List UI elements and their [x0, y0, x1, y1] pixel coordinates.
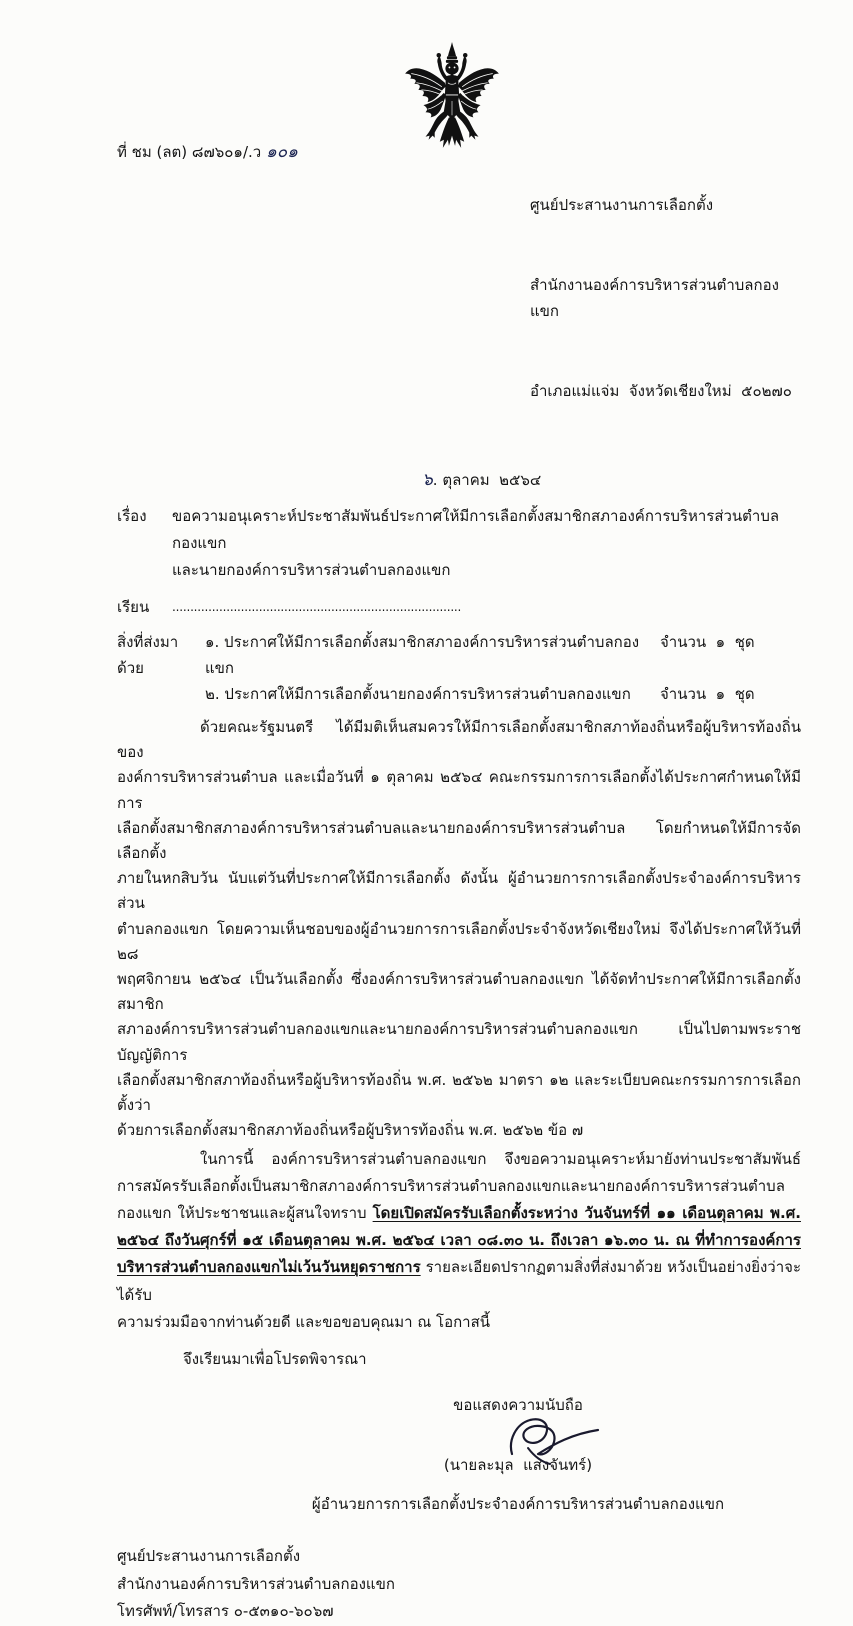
paragraph-line: ภายในหกสิบวัน นับแต่วันที่ประกาศให้มีการเลือกตั้ง ดังนั้น ผู้อำนวยการการเลือกตั้งประจำองค์การบริหารส่วน — [117, 869, 801, 913]
paragraph-line — [117, 1173, 801, 1200]
address-line: ศูนย์ประสานงานการเลือกตั้ง — [530, 196, 714, 214]
footer-line: สำนักงานองค์การบริหารส่วนตำบลกองแขก — [117, 1574, 395, 1593]
paragraph-line: สภาองค์การบริหารส่วนตำบลกองแขกและนายกองค์การบริหารส่วนตำบลกองแขก เป็นไปตามพระราชบัญญัติการ — [117, 1020, 801, 1064]
paragraph-line: ด้วยการเลือกตั้งสมาชิกสภาท้องถิ่นหรือผู้บริหารท้องถิ่น พ.ศ. ๒๕๖๒ ข้อ ๗ — [117, 1121, 584, 1140]
signatory-position: ผู้อำนวยการการเลือกตั้งประจำองค์การบริหารส่วนตำบลกองแขก — [311, 1495, 725, 1514]
letter-header — [117, 139, 801, 457]
body-paragraph-1 — [117, 715, 801, 1143]
paragraph-line: ด้วยคณะรัฐมนตรี ได้มีมติเห็นสมควรให้มีการเลือกตั้งสมาชิกสภาท้องถิ่นหรือผู้บริหารท้องถิ่น ของ — [117, 717, 801, 762]
enclosure-item: ๒. ประกาศให้มีการเลือกตั้งนายกองค์การบริหารส่วนตำบลกองแขก — [205, 684, 631, 703]
address-line: อำเภอแม่แจ่ม จังหวัดเชียงใหม่ ๕๐๒๗๐ — [530, 381, 792, 400]
paragraph-line: พฤศจิกายน ๒๕๖๔ เป็นวันเลือกตั้ง ซึ่งองค์การบริหารส่วนตำบลกองแขก ได้จัดทำประกาศให้มีการเลือกตั้งสมาชิก — [117, 969, 801, 1014]
paragraph-line — [117, 1254, 801, 1308]
salutation-section — [117, 594, 801, 620]
date-day-handwritten: ๖ — [422, 470, 433, 490]
salutation-label: เรียน — [117, 597, 150, 616]
paragraph-line: เลือกตั้งสมาชิกสภาท้องถิ่นหรือผู้บริหารท้องถิ่น พ.ศ. ๒๕๖๒ มาตรา ๑๒ และระเบียบคณะกรรมการการเลือกตั้งว่า — [117, 1070, 801, 1114]
regards-text: ขอแสดงความนับถือ — [453, 1396, 583, 1415]
paragraph-text: รายละเอียดปรากฏตามสิ่งที่ส่งมาด้วย หวังเป็นอย่างยิ่งว่าจะได้รับ — [117, 1258, 801, 1304]
footer-line: ศูนย์ประสานงานการเลือกตั้ง — [117, 1547, 301, 1566]
salutation-blank: ................................................................................ — [172, 599, 462, 614]
reference-handwritten-number: ๑๐๑ — [265, 142, 298, 162]
enclosure-quantity: จำนวน ๑ ชุด — [660, 684, 755, 703]
subject-label: เรื่อง — [117, 507, 147, 525]
footer-line: โทรศัพท์/โทรสาร ๐-๕๓๑๐-๖๐๖๗ — [117, 1602, 334, 1621]
paragraph-line — [117, 1200, 801, 1227]
subject-text — [172, 503, 801, 584]
sender-address — [530, 139, 801, 457]
reference-prefix: ที่ ชม (ลต) ๘๗๖๐๑/.ว — [117, 143, 262, 161]
address-line: สำนักงานองค์การบริหารส่วนตำบลกองแขก — [530, 275, 779, 320]
paragraph-text: ความร่วมมือจากท่านด้วยดี และขอขอบคุณมา ณ โอกาสนี้ — [117, 1312, 491, 1331]
enclosures-section — [117, 629, 801, 707]
emphasized-registration-period: โดยเปิดสมัครรับเลือกตั้งระหว่าง วันจันทร์ที่ ๑๑ เดือนตุลาคม พ.ศ. — [372, 1203, 801, 1222]
contact-footer — [117, 1543, 801, 1626]
reference-number — [117, 139, 530, 457]
subject-section — [117, 503, 801, 584]
subject-line: และนายกองค์การบริหารส่วนตำบลกองแขก — [172, 561, 451, 579]
paragraph-line: เลือกตั้งสมาชิกสภาองค์การบริหารส่วนตำบลและนายกองค์การบริหารส่วนตำบล โดยกำหนดให้มีการจัดเลือกตั้ง — [117, 818, 801, 862]
body-paragraph-2 — [117, 1146, 801, 1336]
date-month-year: . ตุลาคม ๒๕๖๔ — [432, 471, 542, 489]
paragraph-text: การสมัครรับเลือกตั้งเป็นสมาชิกสภาองค์การบริหารส่วนตำบลกองแขกและนายกองค์การบริหารส่วนตำบล — [117, 1176, 785, 1195]
emphasized-registration-period: ๒๕๖๔ ถึงวันศุกร์ที่ ๑๕ เดือนตุลาคม พ.ศ. ๒๕๖๔ เวลา ๐๘.๓๐ น. ถึงเวลา ๑๖.๓๐ น. ณ ที่ทำการองค์การ — [117, 1231, 801, 1250]
letter-date — [422, 467, 801, 493]
subject-line: ขอความอนุเคราะห์ประชาสัมพันธ์ประกาศให้มีการเลือกตั้งสมาชิกสภาองค์การบริหารส่วนตำบลกองแขก — [172, 507, 780, 552]
paragraph-line — [117, 1146, 801, 1173]
paragraph-line — [117, 1309, 801, 1336]
emphasized-registration-period: บริหารส่วนตำบลกองแขกไม่เว้นวันหยุดราชการ — [117, 1258, 421, 1277]
enclosure-item: ๑. ประกาศให้มีการเลือกตั้งสมาชิกสภาองค์การบริหารส่วนตำบลกองแขก — [205, 632, 640, 677]
enclosures-label: สิ่งที่ส่งมาด้วย — [117, 632, 179, 677]
closing-line: จึงเรียนมาเพื่อโปรดพิจารณา — [183, 1350, 367, 1369]
enclosure-quantity: จำนวน ๑ ชุด — [660, 632, 755, 651]
handwritten-signature — [494, 1410, 604, 1470]
letter-content — [117, 0, 801, 1626]
signatory-name: (นายละมุล แสงจันทร์) — [443, 1456, 593, 1475]
paragraph-line — [117, 1227, 801, 1254]
paragraph-line: องค์การบริหารส่วนตำบล และเมื่อวันที่ ๑ ตุลาคม ๒๕๖๔ คณะกรรมการการเลือกตั้งได้ประกาศกำหนดให้มีการ — [117, 768, 801, 812]
signature-block — [288, 1392, 748, 1517]
enclosures-label-spacer — [117, 681, 205, 707]
paragraph-line: ตำบลกองแขก โดยความเห็นชอบของผู้อำนวยการการเลือกตั้งประจำจังหวัดเชียงใหม่ จึงได้ประกาศให้วันที่ ๒๘ — [117, 919, 801, 963]
paragraph-text: กองแขก ให้ประชาชนและผู้สนใจทราบ — [117, 1203, 373, 1222]
paragraph-text: ในการนี้ องค์การบริหารส่วนตำบลกองแขก จึงขอความอนุเคราะห์มายังท่านประชาสัมพันธ์ — [200, 1149, 801, 1168]
